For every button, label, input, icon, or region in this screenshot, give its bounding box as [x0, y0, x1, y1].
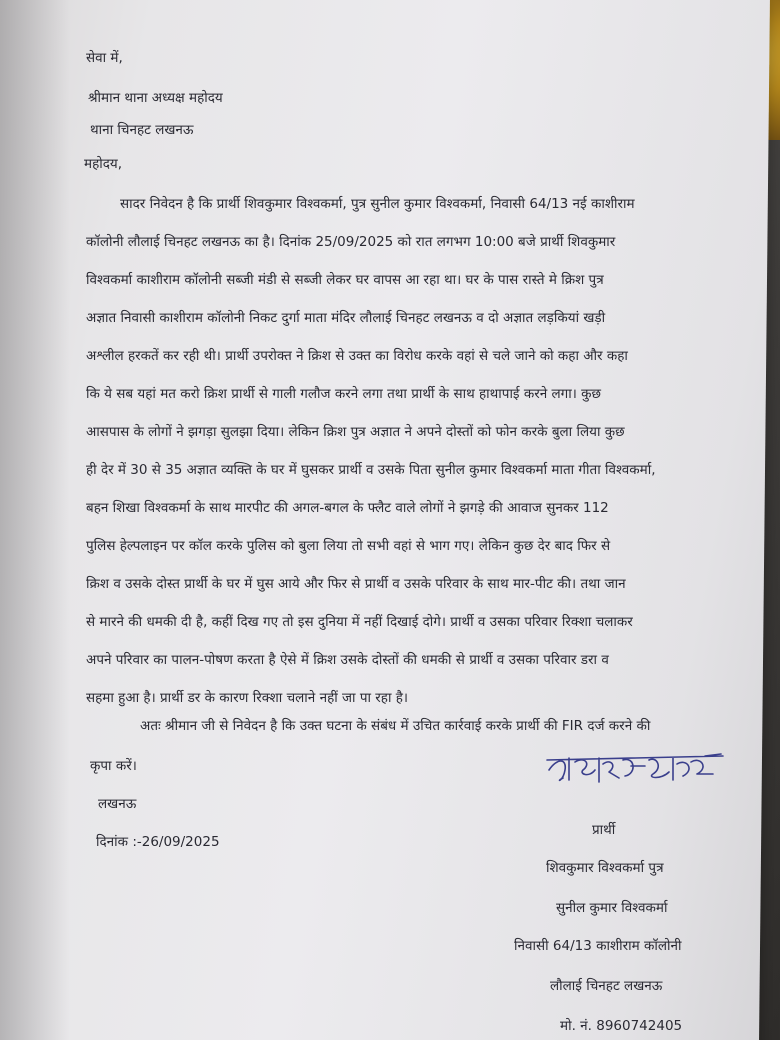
sender-line: लौलाई चिनहट लखनऊ	[550, 978, 663, 994]
date: दिनांक :-26/09/2025	[96, 834, 220, 850]
request-line: कृपा करें।	[90, 758, 137, 774]
body-line: पुलिस हेल्पलाइन पर कॉल करके पुलिस को बुला लिया तो सभी वहां से भाग गए। लेकिन कुछ देर बाद फिर से	[86, 538, 611, 554]
body-line: अपने परिवार का पालन-पोषण करता है ऐसे में क्रिश उसके दोस्तों की धमकी से प्रार्थी व उसका परिवार डरा व	[86, 652, 609, 668]
recipient-station: थाना चिनहट लखनऊ	[90, 122, 194, 138]
body-line: से मारने की धमकी दी है, कहीं दिख गए तो इस दुनिया में नहीं दिखाई दोगे। प्रार्थी व उसका परिवार रिक्शा चलाकर	[86, 614, 633, 630]
body-line: बहन शिखा विश्वकर्मा के साथ मारपीट की अगल-बगल के फ्लैट वाले लोगों ने झगड़े की आवाज सुनकर 112	[86, 500, 609, 516]
body-line: अज्ञात निवासी काशीराम कॉलोनी निकट दुर्गा माता मंदिर लौलाई चिनहट लखनऊ व दो अज्ञात लड़कियां खड़ी	[86, 310, 606, 326]
recipient-title: श्रीमान थाना अध्यक्ष महोदय	[88, 90, 223, 106]
sender-line: सुनील कुमार विश्वकर्मा	[556, 900, 668, 916]
sender-line: निवासी 64/13 काशीराम कॉलोनी	[514, 938, 682, 954]
sender-phone: मो. नं. 8960742405	[560, 1018, 683, 1034]
body-line: सहमा हुआ है। प्रार्थी डर के कारण रिक्शा चलाने नहीं जा पा रहा है।	[86, 690, 409, 706]
sender-line: शिवकुमार विश्वकर्मा पुत्र	[546, 860, 664, 876]
body-line: विश्वकर्मा काशीराम कॉलोनी सब्जी मंडी से सब्जी लेकर घर वापस आ रहा था। घर के पास रास्ते मे क्रिश पुत्र	[86, 272, 604, 288]
sender-label: प्रार्थी	[592, 822, 616, 838]
body-line: सादर निवेदन है कि प्रार्थी शिवकुमार विश्वकर्मा, पुत्र सुनील कुमार विश्वकर्मा, निवासी 64/13 नई काशीराम	[120, 196, 635, 212]
greeting: महोदय,	[84, 156, 123, 172]
body-line: ही देर में 30 से 35 अज्ञात व्यक्ति के घर में घुसकर प्रार्थी व उसके पिता सुनील कुमार विश्वकर्मा माता गीता विश्वकर्मा,	[86, 462, 656, 478]
body-line: अश्लील हरकतें कर रही थी। प्रार्थी उपरोक्त ने क्रिश से उक्त का विरोध करके वहां से चले जाने को कहा और कहा	[86, 348, 628, 364]
body-line: क्रिश व उसके दोस्त प्रार्थी के घर में घुस आये और फिर से प्रार्थी व उसके परिवार के साथ मार-पीट की। तथा जान	[86, 576, 626, 592]
body-line: कॉलोनी लौलाई चिनहट लखनऊ का है। दिनांक 25/09/2025 को रात लगभग 10:00 बजे प्रार्थी शिवकुमार	[86, 234, 616, 250]
request-line: अतः श्रीमान जी से निवेदन है कि उक्त घटना के संबंध में उचित कार्रवाई करके प्रार्थी की FIR दर्ज करने की	[140, 718, 651, 734]
salutation-to: सेवा में,	[86, 50, 123, 66]
body-line: आसपास के लोगों ने झगड़ा सुलझा दिया। लेकिन क्रिश पुत्र अज्ञात ने अपने दोस्तों को फोन करके बुला लिया कुछ	[86, 424, 625, 440]
handwritten-signature	[545, 748, 725, 788]
place: लखनऊ	[98, 796, 137, 812]
body-line: कि ये सब यहां मत करो क्रिश प्रार्थी से गाली गलौज करने लगा तथा प्रार्थी के साथ हाथापाई करने लगा। कुछ	[86, 386, 602, 402]
